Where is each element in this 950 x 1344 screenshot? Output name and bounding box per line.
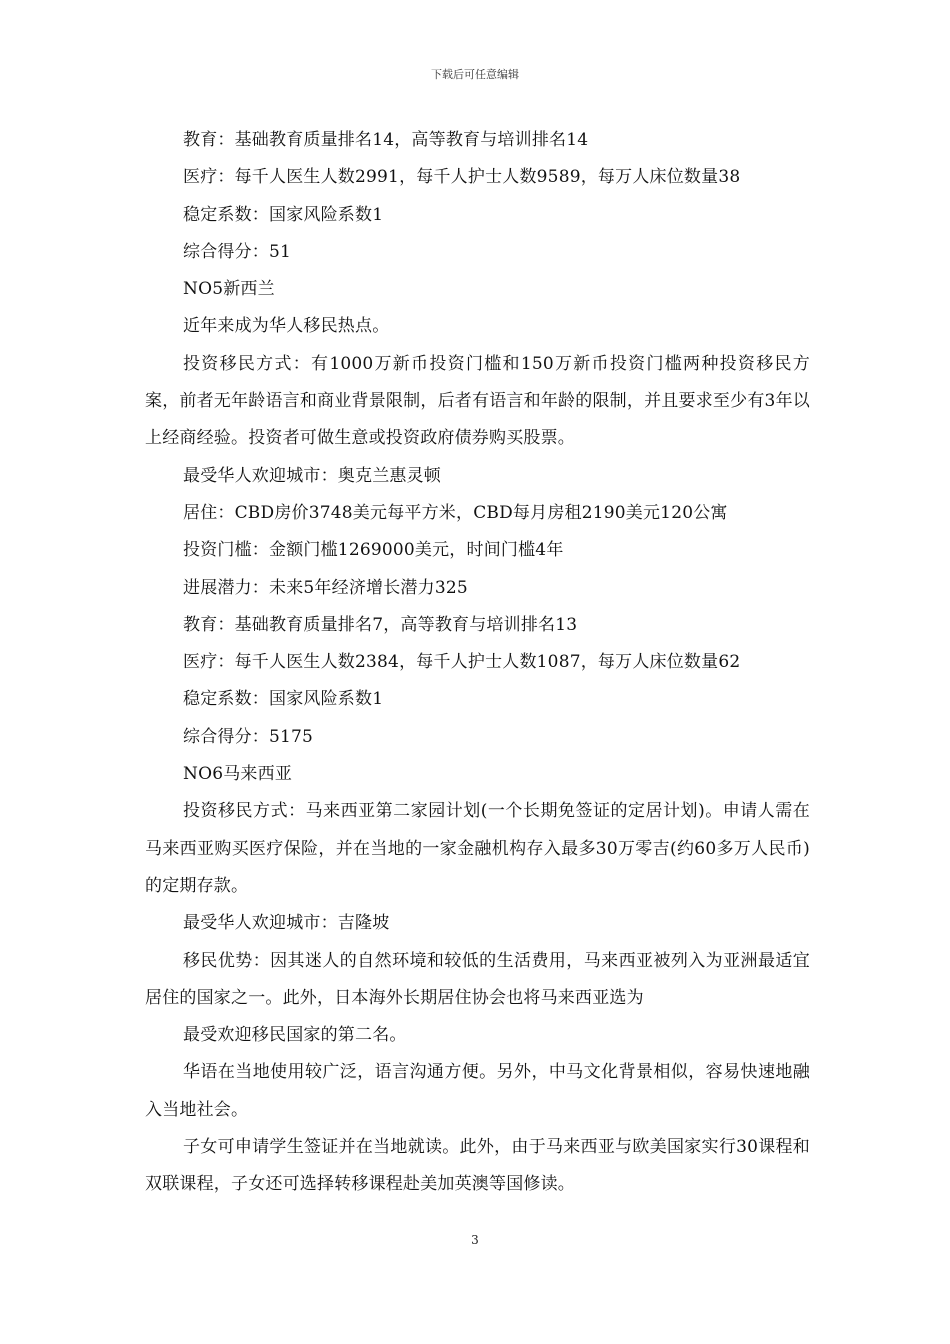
- paragraph: 综合得分：5175: [183, 726, 314, 747]
- paragraph: 近年来成为华人移民热点。: [183, 316, 390, 337]
- paragraph: 教育：基础教育质量排名14，高等教育与培训排名14: [183, 130, 589, 150]
- paragraph: 稳定系数：国家风险系数1: [183, 204, 384, 225]
- paragraph: 教育：基础教育质量排名7，高等教育与培训排名13: [183, 614, 578, 635]
- paragraph: 进展潜力：未来5年经济增长潜力325: [183, 577, 468, 598]
- paragraph: 综合得分：51: [183, 241, 292, 262]
- page-number: 3: [471, 1233, 479, 1247]
- section-heading: NO5新西兰: [183, 279, 275, 300]
- paragraph: 最受欢迎移民国家的第二名。: [183, 1025, 407, 1046]
- paragraph: 投资门槛：金额门槛1269000美元，时间门槛4年: [183, 540, 564, 561]
- paragraph: 医疗：每千人医生人数2991，每千人护士人数9589，每万人床位数量38: [183, 167, 741, 188]
- page-header-note: 下载后可任意编辑: [431, 68, 519, 81]
- paragraph: 居住：CBD房价3748美元每平方米，CBD每月房租2190美元120公寓: [183, 502, 728, 523]
- paragraph: 子女可申请学生签证并在当地就读。此外，由于马来西亚与欧美国家实行30课程和双联课程，子女还可选择转移课程赴美加英澳等国修读。: [145, 1137, 810, 1195]
- paragraph: 最受华人欢迎城市：吉隆坡: [183, 913, 390, 934]
- paragraph: 移民优势：因其迷人的自然环境和较低的生活费用，马来西亚被列入为亚洲最适宜居住的国家之一。此外，日本海外长期居住协会也将马来西亚选为: [145, 950, 810, 1008]
- paragraph: 华语在当地使用较广泛，语言沟通方便。另外，中马文化背景相似，容易快速地融入当地社会。: [145, 1062, 810, 1120]
- paragraph: 最受华人欢迎城市：奥克兰惠灵顿: [183, 465, 441, 486]
- paragraph: 投资移民方式：有1000万新币投资门槛和150万新币投资门槛两种投资移民方案，前者无年龄语言和商业背景限制，后者有语言和年龄的限制，并且要求至少有3年以上经商经验。投资者可做生意或投资政府债券购买股票。: [145, 353, 810, 449]
- section-heading: NO6马来西亚: [183, 764, 293, 785]
- paragraph: 投资移民方式：马来西亚第二家园计划(一个长期免签证的定居计划)。申请人需在马来西亚购买医疗保险，并在当地的一家金融机构存入最多30万零吉(约60多万人民币)的定期存款。: [145, 801, 810, 896]
- paragraph: 稳定系数：国家风险系数1: [183, 689, 384, 710]
- document-body: [145, 122, 810, 1204]
- paragraph: 医疗：每千人医生人数2384，每千人护士人数1087，每万人床位数量62: [183, 652, 741, 673]
